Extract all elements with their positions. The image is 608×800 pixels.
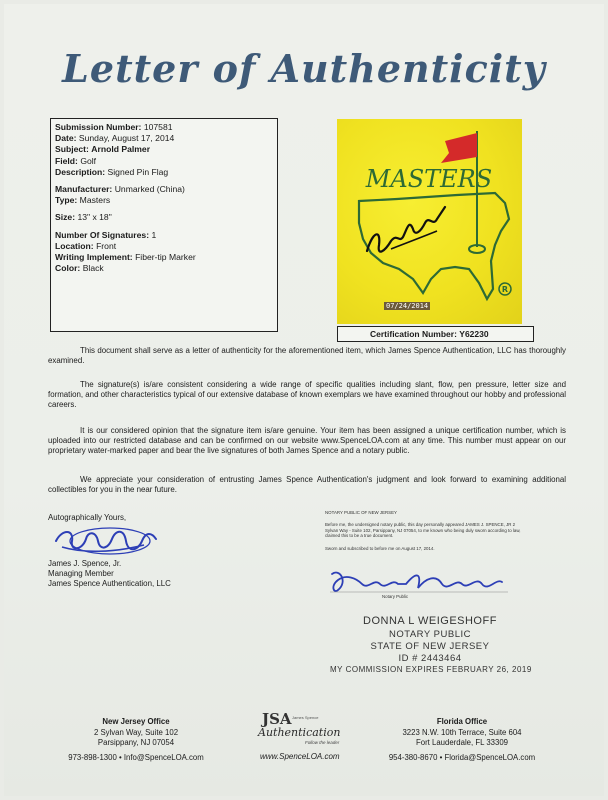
closing-text: Autographically Yours, <box>48 513 127 522</box>
notary-sig-caption: Notary Public <box>382 594 409 599</box>
signature-underline-icon <box>391 231 437 249</box>
footer-nj-office <box>56 717 216 763</box>
signer-company: James Spence Authentication, LLC <box>48 579 171 588</box>
jsa-logo <box>250 710 350 764</box>
arnold-palmer-signature-icon <box>367 207 445 252</box>
fl-office-title: Florida Office <box>436 717 488 726</box>
svg-text:R: R <box>501 285 509 294</box>
signer-role: Managing Member <box>48 569 114 578</box>
description-row: Description: Signed Pin Flag <box>55 166 169 177</box>
item-photo <box>337 119 522 324</box>
certification-label: Certification Number: <box>370 329 457 339</box>
signoff-block <box>48 513 171 589</box>
notary-stamp <box>330 615 530 674</box>
submission-details <box>50 118 278 332</box>
size-row: Size: 13" x 18" <box>55 212 112 223</box>
nj-address-line1: 2 Sylvan Way, Suite 102 <box>93 727 179 737</box>
notary-header: NOTARY PUBLIC OF NEW JERSEY <box>325 510 397 515</box>
paragraph-opinion: It is our considered opinion that the signature item is/are genuine. Your item has been assigned a unique certification number, which is uploaded into our restricted database and can be confirmed on our website www.SpenceLOA.com at any time. This number must appear on our proprietary water-marked paper and bear the live signatures of both James Spence and a notary public. <box>48 426 566 455</box>
date-row: Date: Sunday, August 17, 2014 <box>55 133 175 144</box>
signer-name: James J. Spence, Jr. <box>48 559 122 568</box>
page-title: Letter of Authenticity <box>62 46 546 91</box>
logo-url: www.SpenceLOA.com <box>260 752 340 761</box>
notary-sworn: Sworn and subscribed to before me on August 17, 2014. <box>325 546 435 551</box>
paragraph-intro: This document shall serve as a letter of authenticity for the aforementioned item, which James Spence Authentication, LLC has thoroughly examined. <box>48 346 566 365</box>
nj-contact: 973-898-1300 • Info@SpenceLOA.com <box>68 752 204 762</box>
fl-address-line2: Fort Lauderdale, FL 33309 <box>415 738 509 747</box>
logo-jsa: JSA <box>262 710 292 728</box>
notary-stamp-state: STATE OF NEW JERSEY <box>370 641 490 652</box>
footer-fl-office <box>372 717 552 763</box>
notary-stamp-id: ID # 2443464 <box>398 653 462 664</box>
location-row: Location: Front <box>55 240 117 251</box>
masters-flag-image <box>337 119 522 324</box>
submission-number-row: Submission Number: 107581 <box>55 122 173 132</box>
nj-address-line2: Parsippany, NJ 07054 <box>97 738 175 747</box>
subject-row: Subject: Arnold Palmer <box>55 144 151 155</box>
paragraph-analysis: The signature(s) is/are consistent considering a wide range of specific qualities including slant, flow, pen pressure, letter size and formation, and other characteristics typical of our extensive database of known exemplars we have examined throughout our hobby and professional careers. <box>48 380 567 409</box>
implement-row: Writing Implement: Fiber-tip Marker <box>55 252 196 263</box>
certification-number: Y62230 <box>459 329 489 339</box>
photo-date-stamp: 07/24/2014 <box>386 302 429 310</box>
usa-map-outline <box>359 193 509 299</box>
type-row: Type: Masters <box>55 195 111 206</box>
field-row: Field: Golf <box>55 155 97 166</box>
notary-statement: Before me, the undersigned notary public, this day personally appeared JAMES J. SPENCE, JR 2 Sylvan Way - Suite 102, Parsippany, NJ 07054, to me known who being duly sworn according to law, claimed this to be a true document. <box>325 522 521 539</box>
signatures-row: Number Of Signatures: 1 <box>55 229 157 240</box>
logo-tagline: Follow the leader <box>305 740 340 745</box>
paragraph-closing: We appreciate your consideration of entrusting James Spence Authentication's judgment and look forward to examining additional collectibles for you in the near future. <box>48 475 566 494</box>
fl-address-line1: 3223 N.W. 10th Terrace, Suite 604 <box>402 727 522 737</box>
logo-authentication: Authentication <box>258 726 341 739</box>
notary-stamp-title: NOTARY PUBLIC <box>389 629 471 640</box>
spence-signature-icon <box>52 523 162 559</box>
manufacturer-row: Manufacturer: Unmarked (China) <box>55 184 185 195</box>
fl-contact: 954-380-8670 • Florida@SpenceLOA.com <box>388 752 536 762</box>
certification-number-box <box>337 326 534 342</box>
logo-small-text: James Spence <box>292 715 319 720</box>
red-flag-icon <box>441 133 477 163</box>
letter-page <box>4 4 604 796</box>
color-row: Color: Black <box>55 263 104 274</box>
nj-office-title: New Jersey Office <box>102 717 170 726</box>
masters-text: MASTERS <box>365 165 493 193</box>
notary-stamp-name: DONNA L WEIGESHOFF <box>363 615 497 627</box>
notary-stamp-expiry: MY COMMISSION EXPIRES FEBRUARY 26, 2019 <box>330 665 532 674</box>
